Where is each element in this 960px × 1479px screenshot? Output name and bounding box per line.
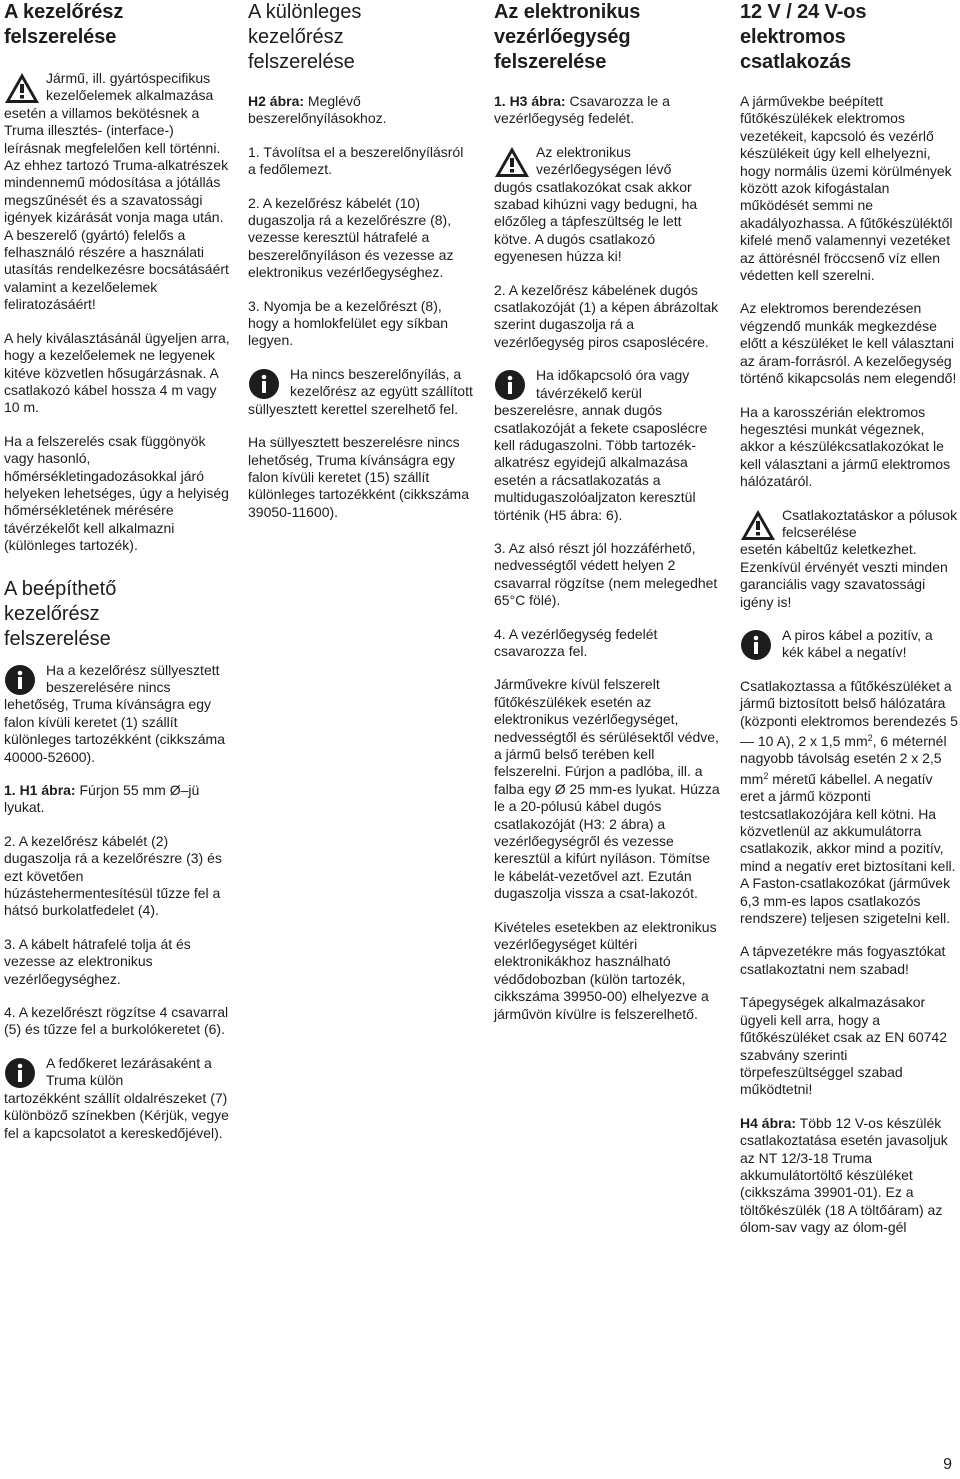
info-note: A piros kábel a pozitív, a kék kábel a negatív! — [740, 627, 958, 662]
info-circle-icon — [494, 369, 528, 401]
paragraph: Csatlakoztassa a fűtőkészüléket a jármű biztosított belső hálózatára (központi elektromos berendezés 5 — 10 A), 2 x 1,5 $mm^2$, 6 méternél nagyobb távolság esetén 2 x 2,5 $mm^2$ méretű kábellel. A negatív eret a jármű központi testcsatlakozójára kell kötni. Ha közvetlenül az akkumulátorra csatlakozik, akkor mind a pozitív, mind a negatív eret biztosítani kell. A Faston-csatlakozókat (járművek 6,3 mm-es lapos csatlakozós rendszere) teljesen szigetelni kell. — [740, 677, 958, 927]
warning-note: Csatlakoztatáskor a pólusok felcserélése esetén kábeltűz keletkezhet. Ezenkívül érvényét veszti minden garanciális vagy szavatossági igény is! — [740, 506, 958, 610]
section-title: A kezelőrész felszerelése — [4, 1, 124, 48]
column-3 — [494, 0, 720, 1039]
step: 1. H3 ábra: Csavarozza le a vezérlőegység fedelét. — [494, 93, 670, 127]
paragraph: H2 ábra: Meglévő beszerelőnyílásokhoz. — [248, 93, 387, 127]
paragraph: Az elektromos berendezésen végzendő munkák megkezdése előtt a készüléket le kell választani az áram-forrásról. A kezelőegység történő kikapcsolás nem elegendő! — [740, 300, 957, 387]
step: 4. A vezérlőegység fedelét csavarozza fel. — [494, 625, 658, 659]
step: 2. A kezelőrész kábelének dugós csatlakozóját (1) a képen ábrázoltak szerint dugaszolja rá a vezérlőegység piros csaposlécére. — [494, 281, 719, 350]
info-text: beszerelésre, annak dugós csatlakozóját a fekete csaposlécre kell rádugaszolni. Több tartozék-alkatrész egyidejű alkalmazása esetén a rácsatlakozatás a multidugaszolóaljzaton keresztül történik (H5 ábra: 6). — [494, 402, 708, 523]
warning-triangle-icon — [494, 146, 528, 178]
column-1 — [4, 0, 230, 1158]
step: 1. Távolítsa el a beszerelőnyílásról a fedőlemezt. — [248, 143, 464, 178]
step: 3. Nyomja be a kezelőrészt (8), hogy a homlokfelület egy síkban legyen. — [248, 297, 449, 349]
warning-triangle-icon — [4, 72, 38, 104]
info-circle-icon — [740, 629, 774, 661]
step: 2. A kezelőrész kábelét (2) dugaszolja rá a kezelőrészre (3) és ezt követően húzástehermentesítésül tűzze fel a hátsó burkolatfedelet (4). — [4, 832, 222, 919]
info-text: tartozékként szállít oldalrészeket (7) különböző színekben (Kérjük, vegye fel a kapcsolatot a kereskedőjével). — [4, 1089, 229, 1141]
step: 3. A kábelt hátrafelé tolja át és vezesse az elektronikus vezérlőegységhez. — [4, 935, 191, 987]
paragraph: Ha süllyesztett beszerelésre nincs lehetőség, Truma kívánságra egy falon kívüli keretet (15) szállít különleges tartozékként (cikkszáma 39050-11600). — [248, 434, 469, 520]
info-note: Ha időkapcsoló óra vagy távérzékelő kerül beszerelésre, annak dugós csatlakozóját a fekete csaposlécre kell rádugaszolni. Több tartozék-alkatrész egyidejű alkalmazása esetén a rácsatlakozatás a multidugaszolóaljzaton keresztül történik (H5 ábra: 6). — [494, 367, 708, 523]
section-title: Az elektronikus vezérlőegység felszerelése — [494, 1, 641, 73]
section-title: 12 V / 24 V-os elektromos csatlakozás — [740, 1, 867, 73]
section-title: A beépíthető kezelőrész felszerelése — [4, 577, 117, 650]
info-text: kezelőrész az együtt szállított süllyesztett kerettel szerelhető fel. — [248, 383, 473, 417]
step: 1. H1 ábra: Fúrjon 55 mm Ø–jü lyukat. — [4, 782, 200, 816]
info-circle-icon — [248, 368, 282, 400]
warning-text: dugós csatlakozókat csak akkor szabad kihúzni vagy bedugni, ha előzőleg a tápfeszültség le lett kötve. A dugós csatlakozó egyenesen húzza ki! — [494, 178, 698, 265]
info-text: beszerelésére nincs lehetőség, Truma kívánságra egy falon kívüli keretet (1) szállít különleges tartozékként (cikkszáma 40000-52600). — [4, 678, 225, 765]
paragraph: A tápvezetékre más fogyasztókat csatlakoztatni nem szabad! — [740, 943, 946, 977]
column-4 — [740, 0, 958, 1253]
paragraph: Ha a karosszérián elektromos hegesztési munkát végeznek, akkor a készülékcsatlakozókat le kell választani a jármű elektromos hálózatáról. — [740, 403, 951, 490]
paragraph: Járművekre kívül felszerelt fűtőkészülékek esetén az elektronikus vezérlőegységet, nedvességtől és sérülésektől védve, a jármű belső terében kell felszerelni. Fúrjon a padlóba, ill. a falba egy Ø 25 mm-es lyukat. Húzza le a 20-pólusú kábel dugós csatlakozóját (H3: 2 ábra) a vezérlőegységről és vezesse keresztül a kifúrt nyíláson. Tömítse le kábelát-vezetővel azt. Ezután dugaszolja vissza a csat-lakozót. — [494, 676, 720, 902]
warning-triangle-icon — [740, 509, 774, 541]
paragraph: Tápegységek alkalmazásakor ügyeli kell arra, hogy a fűtőkészüléket csak az EN 60742 szabvány szerinti törpefeszültséggel szabad működtetni! — [740, 994, 948, 1098]
step: 4. A kezelőrészt rögzítse 4 csavarral (5) és tűzze fel a burkolókeretet (6). — [4, 1004, 229, 1038]
column-2 — [248, 0, 474, 537]
warning-note: Az elektronikus vezérlőegységen lévő dugós csatlakozókat csak akkor szabad kihúzni vagy bedugni, ha előzőleg a tápfeszültség le lett kötve. A dugós csatlakozó egyenesen húzza ki! — [494, 143, 698, 265]
paragraph: A járművekbe beépített fűtőkészülékek elektromos vezetékeit, kapcsoló és vezérlő készülékeit úgy kell elhelyezni, hogy normális üzemi körülmények között azok kifogástalan működését semmi ne akadályozhassa. A fűtőkészüléktől kifelé menő valamennyi vezetéket az áttörésnél fröccsenő víz ellen védetten kell szerelni. — [740, 93, 953, 284]
warning-text: esetén kábeltűz keletkezhet. Ezenkívül érvényét veszti minden garanciális vagy szavatossági igény is! — [740, 541, 948, 610]
warning-text: kezelőelemek alkalmazása esetén a villamos bekötésnek a Truma illesztés- (interface-) leírásnak megfelelően kell történni. Az ehhez tartozó Truma-alkatrészek mindennemű módosítása a jótállás megszűnését és a szavatossági igények kizárását vonja maga után. A beszerelő (gyártó) felelős a felhasználó részére a használati utasítás rendelkezésre bocsátásáért valamint a kezelőelemek feliratozásáért! — [4, 87, 229, 313]
warning-note: Jármű, ill. gyártóspecifikus kezelőelemek alkalmazása esetén a villamos bekötésnek a Truma illesztés- (interface-) leírásnak megfelelően kell történni. Az ehhez tartozó Truma-alkatrészek mindennemű módosítása a jótállás megszűnését és a szavatossági igények kizárását vonja maga után. A beszerelő (gyártó) felelős a felhasználó részére a használati utasítás rendelkezésre bocsátásáért valamint a kezelőelemek feliratozásáért! — [4, 70, 229, 313]
section-title: A különleges kezelőrész felszerelése — [248, 1, 362, 73]
info-circle-icon — [4, 1057, 38, 1089]
info-note: A fedőkeret lezárásaként a Truma külön tartozékként szállít oldalrészeket (7) különböző színekben (Kérjük, vegye fel a kapcsolatot a kereskedőjével). — [4, 1054, 229, 1141]
paragraph: H4 ábra: Több 12 V-os készülék csatlakoztatása esetén javasoljuk az NT 12/3-18 Truma akkumulátortöltő készüléket (cikkszáma 39901-01). Ez a töltőkészülék (18 A töltőáram) az ólom-sav vagy az ólom-gél — [740, 1114, 948, 1236]
paragraph: A hely kiválasztásánál ügyeljen arra, hogy a kezelőelemek ne legyenek kitéve közvetlen hősugárzásnak. A csatlakozó kábel hossza 4 m vagy 10 m. — [4, 329, 230, 416]
info-note: Ha a kezelőrész süllyesztett beszerelésére nincs lehetőség, Truma kívánságra egy falon kívüli keretet (1) szállít különleges tartozékként (cikkszáma 40000-52600). — [4, 661, 225, 765]
info-circle-icon — [4, 664, 38, 696]
page-number: 9 — [943, 1456, 952, 1473]
paragraph: Kivételes esetekben az elektronikus vezérlőegységet kültéri elektronikákhoz használható védődobozban (külön tartozék, cikkszáma 39950-00) elhelyezve a járművön kívülre is felszerelhető. — [494, 918, 717, 1022]
step: 3. Az alsó részt jól hozzáférhető, nedvességtől védett helyen 2 csavarral rögzítse (nem melegedhet 65°C fölé). — [494, 539, 718, 609]
step: 2. A kezelőrész kábelét (10) dugaszolja rá a kezelőrészre (8), vezesse keresztül hátrafelé a beszerelőnyíláson és vezesse az elektronikus vezérlőegységhez. — [248, 194, 454, 281]
paragraph: Ha a felszerelés csak függönyök vagy hasonló, hőmérsékletingadozásokkal járó helyeken lehetséges, úgy a helyiség hőmérsékletének mérésére távérzékelőt kell alkalmazni (különleges tartozék). — [4, 432, 229, 554]
info-note: Ha nincs beszerelőnyílás, a kezelőrész az együtt szállított süllyesztett kerettel szerelhető fel. — [248, 365, 473, 417]
